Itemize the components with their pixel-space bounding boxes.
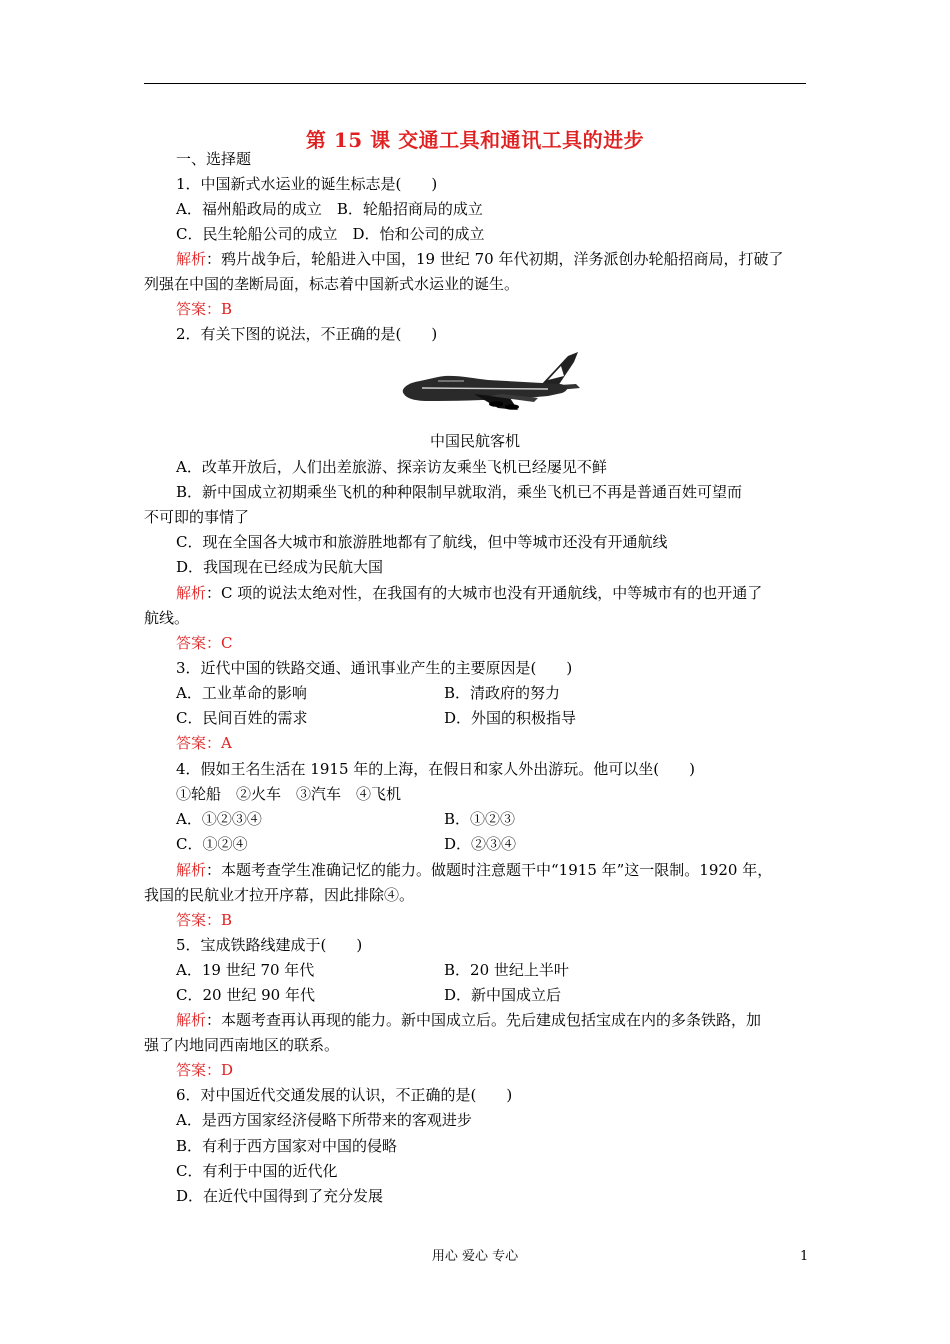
q3-option-a: A．工业革命的影响 [176, 684, 307, 702]
q4-analysis-text: ：本题考查学生准确记忆的能力。做题时注意题干中“1915 年”这一限制。1920 年， [206, 861, 773, 879]
q5-option-c: C．20 世纪 90 年代 [176, 986, 315, 1004]
header-rule [144, 83, 806, 84]
image-caption: 中国民航客机 [429, 432, 520, 450]
page-number: 1 [800, 1249, 809, 1264]
q4-option-c: C．①②④ [176, 835, 248, 853]
q5-option-b: B．20 世纪上半叶 [444, 961, 569, 979]
q5-stem: 5．宝成铁路线建成于( ) [176, 936, 363, 954]
section-heading: 一、选择题 [176, 150, 252, 168]
q2-analysis [176, 583, 762, 603]
analysis-label: 解析 [176, 1011, 207, 1029]
q3-option-d: D．外国的积极指导 [444, 709, 577, 727]
q2-option-a: A．改革开放后，人们出差旅游、探亲访友乘坐飞机已经屡见不鲜 [176, 458, 607, 476]
analysis-label: 解析 [176, 584, 207, 602]
q1-options-ab: A．福州船政局的成立 B．轮船招商局的成立 [176, 200, 483, 218]
q1-analysis-text: ：鸦片战争后，轮船进入中国，19 世纪 70 年代初期，洋务派创办轮船招商局，打破了 [206, 250, 784, 268]
q6-option-d: D．在近代中国得到了充分发展 [176, 1187, 384, 1205]
q3-option-c: C．民间百姓的需求 [176, 709, 308, 727]
q5-option-d: D．新中国成立后 [444, 986, 562, 1004]
q4-stem: 4．假如王名生活在 1915 年的上海，在假日和家人外出游玩。他可以坐( ) [176, 760, 695, 778]
q5-option-a: A．19 世纪 70 年代 [176, 961, 315, 979]
q6-option-c: C．有利于中国的近代化 [176, 1162, 338, 1180]
q3-answer: 答案：A [176, 734, 232, 752]
q2-option-c: C．现在全国各大城市和旅游胜地都有了航线，但中等城市还没有开通航线 [176, 533, 668, 551]
q2-option-b-cont: 不可即的事情了 [144, 508, 250, 526]
page-footer: 用心 爱心 专心 [431, 1249, 519, 1264]
q1-analysis-cont: 列强在中国的垄断局面，标志着中国新式水运业的诞生。 [144, 275, 520, 293]
q4-option-a: A．①②③④ [176, 810, 262, 828]
q5-analysis [176, 1010, 761, 1030]
analysis-label: 解析 [176, 250, 207, 268]
analysis-label: 解析 [176, 861, 207, 879]
q5-answer: 答案：D [176, 1061, 234, 1079]
q2-stem: 2．有关下图的说法，不正确的是( ) [176, 325, 438, 343]
q4-option-b: B．①②③ [444, 810, 516, 828]
q4-analysis-cont: 我国的民航业才拉开序幕，因此排除④。 [144, 886, 415, 904]
q6-option-b: B．有利于西方国家对中国的侵略 [176, 1137, 398, 1155]
q6-option-a: A．是西方国家经济侵略下所带来的客观进步 [176, 1111, 472, 1129]
airplane-image [398, 350, 584, 412]
q3-stem: 3．近代中国的铁路交通、通讯事业产生的主要原因是( ) [176, 659, 573, 677]
q4-analysis [176, 860, 772, 880]
q5-analysis-text: ：本题考查再认再现的能力。新中国成立后。先后建成包括宝成在内的多条铁路，加 [206, 1011, 762, 1029]
q2-option-b: B．新中国成立初期乘坐飞机的种种限制早就取消，乘坐飞机已不再是普通百姓可望而 [176, 483, 743, 501]
q2-option-d: D．我国现在已经成为民航大国 [176, 558, 384, 576]
q2-analysis-text: ：C 项的说法太绝对性，在我国有的大城市也没有开通航线，中等城市有的也开通了 [206, 584, 763, 602]
q4-option-d: D．②③④ [444, 835, 517, 853]
q4-answer: 答案：B [176, 911, 233, 929]
q3-option-b: B．清政府的努力 [444, 684, 561, 702]
q4-items: ①轮船 ②火车 ③汽车 ④飞机 [176, 785, 402, 803]
page-title: 第 15 课 交通工具和通讯工具的进步 [305, 128, 645, 152]
q6-stem: 6．对中国近代交通发展的认识，不正确的是( ) [176, 1086, 513, 1104]
q5-analysis-cont: 强了内地同西南地区的联系。 [144, 1036, 340, 1054]
q2-analysis-cont: 航线。 [144, 609, 190, 627]
q1-stem: 1．中国新式水运业的诞生标志是( ) [176, 175, 438, 193]
q1-options-cd: C．民生轮船公司的成立 D．怡和公司的成立 [176, 225, 485, 243]
q1-analysis [176, 249, 784, 269]
q1-answer: 答案：B [176, 300, 233, 318]
q2-answer: 答案：C [176, 634, 233, 652]
